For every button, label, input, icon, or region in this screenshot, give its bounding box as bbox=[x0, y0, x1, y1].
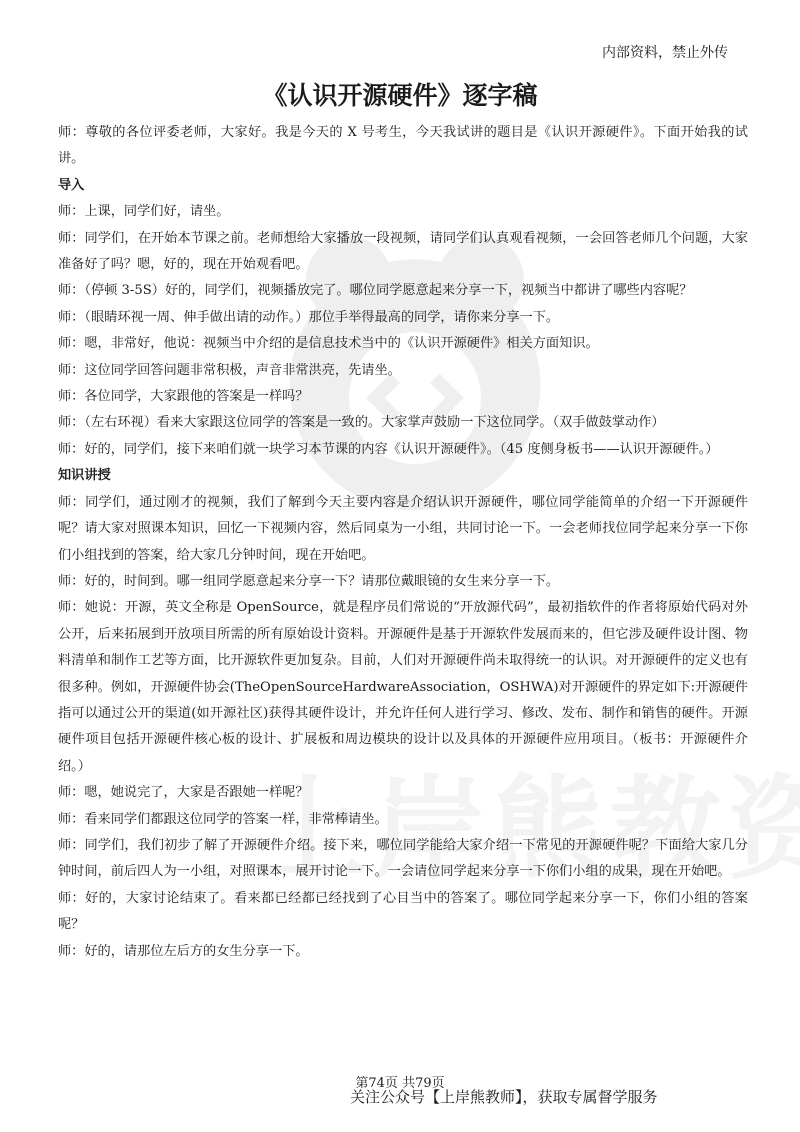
paragraph: 师：（眼睛环视一周、伸手做出请的动作。）那位手举得最高的同学，请你来分享一下。 bbox=[58, 309, 560, 325]
paragraph: 师：好的，时间到。哪一组同学愿意起来分享一下？请那位戴眼镜的女生来分享一下。 bbox=[58, 573, 560, 589]
paragraph: 师：（停顿 3-5S）好的，同学们，视频播放完了。哪位同学愿意起来分享一下，视频当中都讲了哪些内容呢？ bbox=[58, 283, 693, 299]
paragraph: 师：好的，同学们，接下来咱们就一块学习本节课的内容《认识开源硬件》。（45 度侧身板书——认识开源硬件。） bbox=[58, 441, 719, 457]
page-number: 第74页 共79页 bbox=[355, 1076, 445, 1091]
paragraph: 师：好的，请那位左后方的女生分享一下。 bbox=[58, 943, 309, 959]
confidential-note: 内部资料，禁止外传 bbox=[602, 45, 728, 61]
page-title: 《认识开源硬件》逐字稿 bbox=[262, 81, 538, 110]
paragraph: 师：（左右环视）看来大家跟这位同学的答案是一致的。大家掌声鼓励一下这位同学。（双手做鼓掌动作） bbox=[58, 415, 665, 431]
paragraph: 师：同学们，在开始本节课之前。老师想给大家播放一段视频，请同学们认真观看视频，一会回答老师几个问题，大家准备好了吗？嗯，好的，现在开始观看吧。 bbox=[58, 230, 748, 273]
paragraph: 师：嗯，她说完了，大家是否跟她一样呢？ bbox=[58, 785, 309, 801]
paragraph: 师：好的，大家讨论结束了。看来都已经都已经找到了心目当中的答案了。哪位同学起来分享一下，你们小组的答案呢？ bbox=[58, 890, 748, 933]
paragraph: 师：同学们，我们初步了解了开源硬件介绍。接下来，哪位同学能给大家介绍一下常见的开源硬件呢？下面给大家几分钟时间，前后四人为一小组，对照课本，展开讨论一下。一会请位同学起来分享一下你们小组的成果，现在开始吧。 bbox=[58, 837, 748, 880]
paragraph: 师：同学们，通过刚才的视频，我们了解到今天主要内容是介绍认识开源硬件，哪位同学能简单的介绍一下开源硬件呢？请大家对照课本知识，回忆一下视频内容，然后同桌为一小组，共同讨论一下。一会老师找位同学起来分享一下你们小组找到的答案，给大家几分钟时间，现在开始吧。 bbox=[58, 494, 748, 563]
paragraph: 师：上课，同学们好，请坐。 bbox=[58, 204, 230, 220]
paragraph: 师：这位同学回答问题非常积极，声音非常洪亮，先请坐。 bbox=[58, 362, 401, 378]
paragraph: 师：看来同学们都跟这位同学的答案一样，非常棒请坐。 bbox=[58, 811, 388, 827]
footer-promo: 关注公众号【上岸熊教师】，获取专属督学服务 bbox=[350, 1088, 658, 1106]
paragraph: 师：嗯，非常好，他说：视频当中介绍的是信息技术当中的《认识开源硬件》相关方面知识。 bbox=[58, 336, 599, 352]
paragraph: 师：她说：开源，英文全称是 OpenSource，就是程序员们常说的“开放源代码”，最初指软件的作者将原始代码对外公开，后来拓展到开放项目所需的所有原始设计资料。开源硬件是基于开源软件发展而来的，但它涉及硬件设计图、物料清单和制作工艺等方面，比开源软件更加复杂。目前，人们对开源硬件尚未取得统一的认识。对开源硬件的定义也有很多种。例如，开源硬件协会(TheOpenSourceHardwareAssociation，OSHWA)对开源硬件的界定如下:开源硬件指可以通过公开的渠道(如开源社区)获得其硬件设计，并允许任何人进行学习、修改、发布、制作和销售的硬件。开源硬件项目包括开源硬件核心板的设计、扩展板和周边模块的设计以及具体的开源硬件应用项目。（板书：开源硬件介绍。） bbox=[58, 600, 748, 774]
transcript-body bbox=[58, 120, 748, 965]
section-heading-lecture: 知识讲授 bbox=[58, 468, 111, 484]
paragraph: 师：各位同学，大家跟他的答案是一样吗？ bbox=[58, 389, 309, 405]
section-heading-intro: 导入 bbox=[58, 177, 85, 193]
paragraph: 师：尊敬的各位评委老师，大家好。我是今天的 X 号考生，今天我试讲的题目是《认识开源硬件》。下面开始我的试讲。 bbox=[58, 125, 748, 167]
